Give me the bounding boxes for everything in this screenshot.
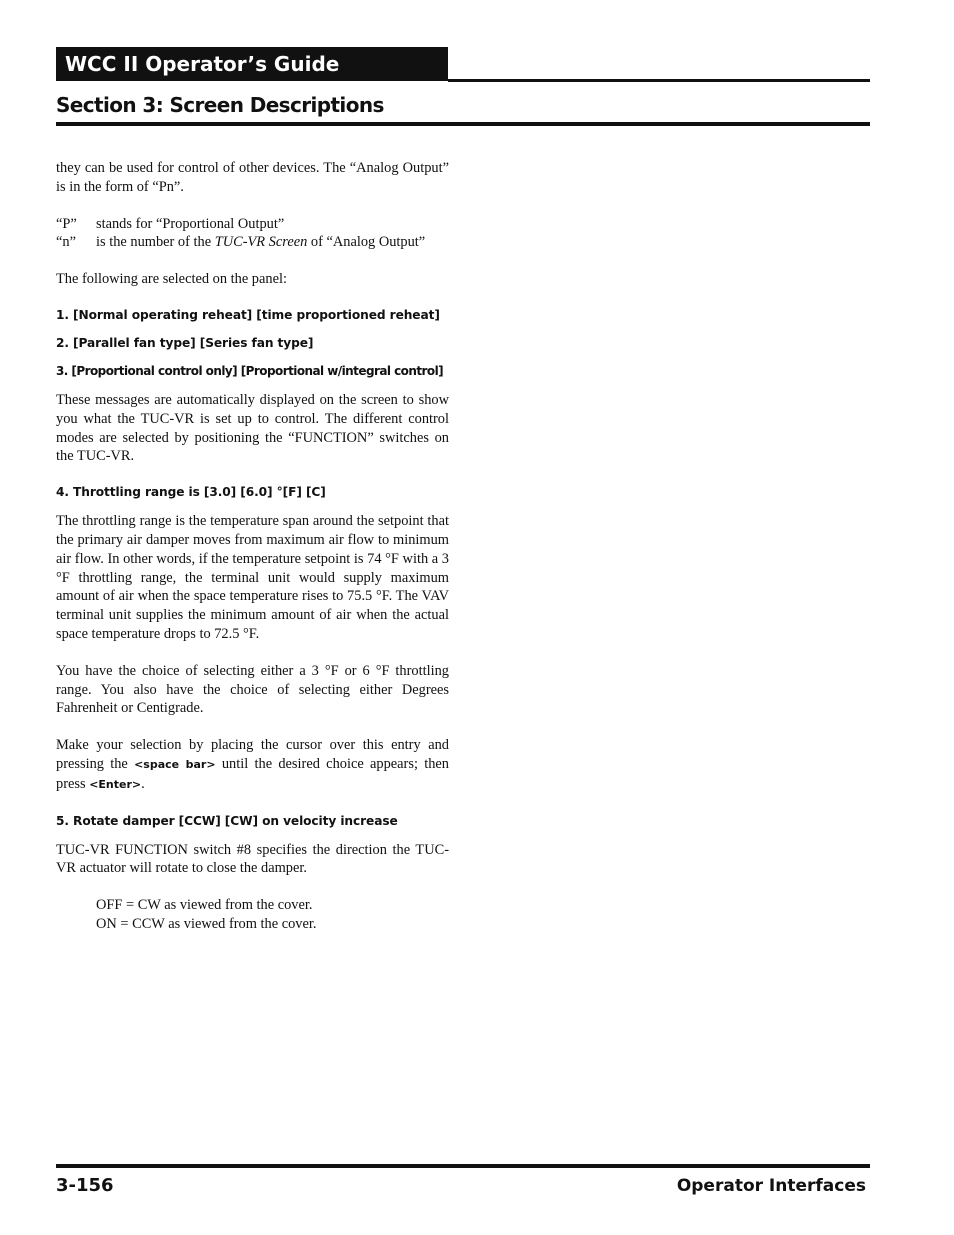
item-heading-4: 4. Throttling range is [3.0] [6.0] °[F] [C] bbox=[56, 485, 326, 500]
header-rule bbox=[448, 79, 870, 82]
messages-paragraph: These messages are automatically displayed on the screen to show you what the TUC-VR is set up to control. The different control modes are selected by positioning the “FUNCTION” switches on the TUC-VR. bbox=[56, 391, 449, 465]
definition-desc-italic: TUC-VR Screen bbox=[214, 234, 308, 251]
off-setting: OFF = CW as viewed from the cover. bbox=[96, 897, 313, 914]
definition-desc-pre: is the number of the bbox=[96, 234, 215, 251]
selection-text-post: . bbox=[141, 775, 145, 792]
on-setting: ON = CCW as viewed from the cover. bbox=[96, 915, 317, 932]
chapter-title: Operator Interfaces bbox=[676, 1176, 866, 1196]
item-heading-1: 1. [Normal operating reheat] [time proportioned reheat] bbox=[56, 307, 440, 322]
space-bar-key: <space bar> bbox=[134, 757, 216, 771]
body-column bbox=[56, 159, 449, 934]
definition-row bbox=[56, 215, 449, 234]
page-number: 3-156 bbox=[56, 1175, 114, 1196]
switch-settings bbox=[56, 896, 449, 934]
selected-intro: The following are selected on the panel: bbox=[56, 271, 287, 288]
definition-term: “n” bbox=[56, 234, 76, 251]
selection-text-mid: until the desired choice appears; then press bbox=[56, 755, 449, 792]
section-rule bbox=[56, 122, 870, 126]
definition-term: “P” bbox=[56, 215, 77, 232]
enter-key: <Enter> bbox=[89, 777, 142, 791]
definition-desc bbox=[96, 233, 425, 252]
guide-title-bar: WCC II Operator’s Guide bbox=[56, 47, 448, 81]
selection-paragraph bbox=[56, 736, 449, 794]
selection-text-pre: Make your selection by placing the cursor over this entry and pressing the bbox=[56, 737, 449, 772]
item-heading-3: 3. [Proportional control only] [Proportional w/integral control] bbox=[56, 363, 444, 378]
switch-paragraph: TUC-VR FUNCTION switch #8 specifies the direction the TUC-VR actuator will rotate to close the damper. bbox=[56, 841, 449, 877]
definition-desc-post: of “Analog Output” bbox=[307, 234, 426, 251]
definition-row bbox=[56, 233, 449, 252]
definition-desc: stands for “Proportional Output” bbox=[96, 215, 285, 232]
intro-paragraph: they can be used for control of other devices. The “Analog Output” is in the form of “Pn”. bbox=[56, 160, 449, 195]
item-heading-5: 5. Rotate damper [CCW] [CW] on velocity increase bbox=[56, 813, 398, 828]
choice-paragraph: You have the choice of selecting either a 3 °F or 6 °F throttling range. You also have the choice of selecting either Degrees Fahrenheit or Centigrade. bbox=[56, 662, 449, 717]
definition-list bbox=[56, 215, 449, 253]
section-title: Section 3: Screen Descriptions bbox=[56, 93, 384, 117]
footer-rule bbox=[56, 1164, 870, 1168]
throttling-paragraph: The throttling range is the temperature span around the setpoint that the primary air damper moves from maximum air flow to minimum air flow. In other words, if the temperature setpoint is 74 °F with a 3 °F throttling range, the terminal unit would supply maximum amount of air when the space temperature rises to 75.5 °F. The VAV terminal unit supplies the minimum amount of air when the actual space temperature drops to 72.5 °F. bbox=[56, 513, 449, 642]
item-heading-2: 2. [Parallel fan type] [Series fan type] bbox=[56, 335, 314, 350]
